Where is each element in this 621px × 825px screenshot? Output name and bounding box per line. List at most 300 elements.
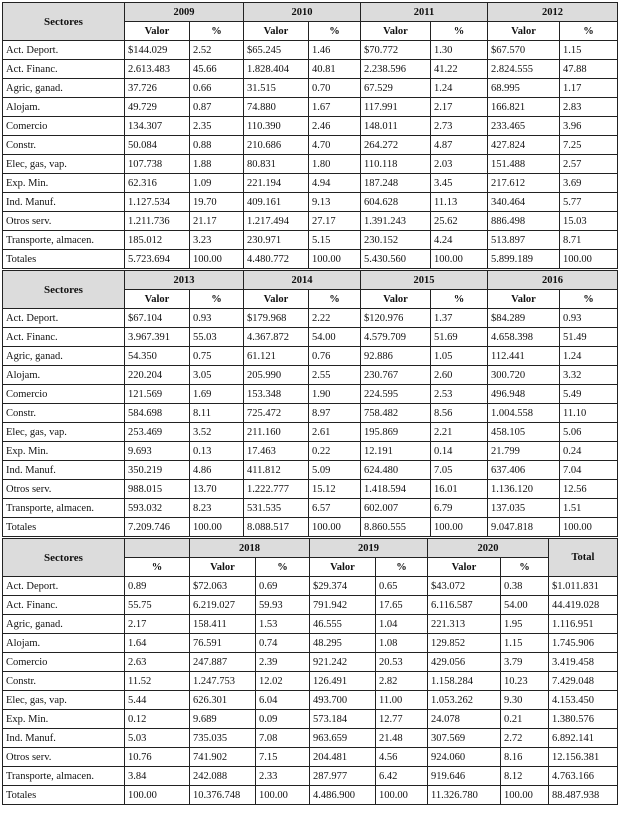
- value-cell: 9.047.818: [488, 518, 560, 537]
- value-cell: 4.480.772: [244, 250, 309, 269]
- value-cell: 1.37: [431, 309, 488, 328]
- value-cell: 12.56: [560, 480, 618, 499]
- value-cell: 458.105: [488, 423, 560, 442]
- value-cell: 21.799: [488, 442, 560, 461]
- value-cell: 10.23: [501, 672, 549, 691]
- value-cell: 7.04: [560, 461, 618, 480]
- value-cell: 230.767: [361, 366, 431, 385]
- value-cell: 2.238.596: [361, 60, 431, 79]
- table-row: [3, 499, 618, 518]
- value-cell: 11.10: [560, 404, 618, 423]
- value-cell: 637.406: [488, 461, 560, 480]
- value-cell: 1.24: [431, 79, 488, 98]
- value-cell: 725.472: [244, 404, 309, 423]
- sector-cell: Act. Financ.: [3, 328, 125, 347]
- value-cell: 350.219: [125, 461, 190, 480]
- value-cell: $65.245: [244, 41, 309, 60]
- sector-cell: Exp. Min.: [3, 442, 125, 461]
- value-cell: 624.480: [361, 461, 431, 480]
- value-cell: 2.53: [431, 385, 488, 404]
- sector-cell: Constr.: [3, 136, 125, 155]
- value-cell: 54.350: [125, 347, 190, 366]
- sector-cell: Ind. Manuf.: [3, 193, 125, 212]
- value-cell: 0.66: [190, 79, 244, 98]
- value-cell: 1.05: [431, 347, 488, 366]
- percent-header: %: [431, 290, 488, 309]
- value-cell: 195.869: [361, 423, 431, 442]
- value-cell: 59.93: [256, 596, 310, 615]
- value-cell: 8.12: [501, 767, 549, 786]
- table-row: [3, 615, 618, 634]
- value-cell: 921.242: [310, 653, 376, 672]
- value-cell: 0.38: [501, 577, 549, 596]
- table-row: [3, 710, 618, 729]
- sector-cell: Otros serv.: [3, 748, 125, 767]
- value-cell: 7.25: [560, 136, 618, 155]
- value-cell: 9.30: [501, 691, 549, 710]
- value-cell: 886.498: [488, 212, 560, 231]
- value-cell: 224.595: [361, 385, 431, 404]
- value-cell: 3.69: [560, 174, 618, 193]
- value-cell: 205.990: [244, 366, 309, 385]
- value-cell: 0.76: [309, 347, 361, 366]
- value-cell: 4.486.900: [310, 786, 376, 805]
- table-body: [3, 309, 618, 537]
- value-cell: 12.02: [256, 672, 310, 691]
- sector-cell: Agric, ganad.: [3, 615, 125, 634]
- sector-cell: Alojam.: [3, 634, 125, 653]
- value-cell: 15.12: [309, 480, 361, 499]
- value-cell: 8.11: [190, 404, 244, 423]
- table-row: [3, 309, 618, 328]
- value-cell: 513.897: [488, 231, 560, 250]
- percent-header: %: [256, 558, 310, 577]
- value-cell: 0.75: [190, 347, 244, 366]
- value-cell: 1.418.594: [361, 480, 431, 499]
- value-cell: 55.03: [190, 328, 244, 347]
- value-cell: 100.00: [560, 250, 618, 269]
- value-cell: 10.376.748: [190, 786, 256, 805]
- table-row: [3, 577, 618, 596]
- value-cell: 6.79: [431, 499, 488, 518]
- value-cell: 148.011: [361, 117, 431, 136]
- value-cell: 924.060: [428, 748, 501, 767]
- value-cell: 0.13: [190, 442, 244, 461]
- value-cell: 0.93: [190, 309, 244, 328]
- value-cell: 3.23: [190, 231, 244, 250]
- value-cell: 126.491: [310, 672, 376, 691]
- value-cell: 1.67: [309, 98, 361, 117]
- value-cell: 117.991: [361, 98, 431, 117]
- value-cell: 584.698: [125, 404, 190, 423]
- value-cell: 5.430.560: [361, 250, 431, 269]
- percent-header: %: [560, 290, 618, 309]
- value-cell: 217.612: [488, 174, 560, 193]
- value-cell: 2.82: [376, 672, 428, 691]
- value-cell: 210.686: [244, 136, 309, 155]
- table-row: [3, 250, 618, 269]
- value-cell: 24.078: [428, 710, 501, 729]
- valor-header: Valor: [125, 22, 190, 41]
- value-cell: 110.118: [361, 155, 431, 174]
- value-cell: 1.17: [560, 79, 618, 98]
- value-cell: 2.63: [125, 653, 190, 672]
- value-cell: 9.13: [309, 193, 361, 212]
- table-body: [3, 41, 618, 269]
- sectors-header: Sectores: [3, 539, 125, 577]
- value-cell: 1.64: [125, 634, 190, 653]
- value-cell: 1.08: [376, 634, 428, 653]
- value-cell: 185.012: [125, 231, 190, 250]
- value-cell: 100.00: [431, 250, 488, 269]
- value-cell: 4.70: [309, 136, 361, 155]
- valor-header: Valor: [310, 558, 376, 577]
- value-cell: 2.46: [309, 117, 361, 136]
- value-cell: 0.74: [256, 634, 310, 653]
- value-cell: 5.723.694: [125, 250, 190, 269]
- value-cell: 2.55: [309, 366, 361, 385]
- sector-cell: Otros serv.: [3, 480, 125, 499]
- table-row: [3, 672, 618, 691]
- value-cell: 573.184: [310, 710, 376, 729]
- value-cell: 1.88: [190, 155, 244, 174]
- blank-header: [125, 539, 190, 558]
- valor-header: Valor: [488, 22, 560, 41]
- sector-cell: Ind. Manuf.: [3, 461, 125, 480]
- value-cell: 253.469: [125, 423, 190, 442]
- sector-cell: Act. Deport.: [3, 309, 125, 328]
- value-cell: 411.812: [244, 461, 309, 480]
- value-cell: 1.24: [560, 347, 618, 366]
- value-cell: 137.035: [488, 499, 560, 518]
- table-row: [3, 729, 618, 748]
- value-cell: 2.22: [309, 309, 361, 328]
- value-cell: 50.084: [125, 136, 190, 155]
- value-cell: 988.015: [125, 480, 190, 499]
- value-cell: 11.52: [125, 672, 190, 691]
- value-cell: 1.222.777: [244, 480, 309, 499]
- value-cell: 1.46: [309, 41, 361, 60]
- value-cell: 92.886: [361, 347, 431, 366]
- value-cell: 76.591: [190, 634, 256, 653]
- value-cell: 2.83: [560, 98, 618, 117]
- value-cell: 3.32: [560, 366, 618, 385]
- value-cell: 429.056: [428, 653, 501, 672]
- value-cell: 2.39: [256, 653, 310, 672]
- value-cell: 2.17: [431, 98, 488, 117]
- table-row: [3, 366, 618, 385]
- value-cell: $72.063: [190, 577, 256, 596]
- value-cell: 1.51: [560, 499, 618, 518]
- table-row: [3, 404, 618, 423]
- sector-cell: Act. Deport.: [3, 41, 125, 60]
- value-cell: 919.646: [428, 767, 501, 786]
- value-cell: 1.217.494: [244, 212, 309, 231]
- value-cell: 264.272: [361, 136, 431, 155]
- value-cell: 2.21: [431, 423, 488, 442]
- value-cell: 1.211.736: [125, 212, 190, 231]
- sectors-header: Sectores: [3, 271, 125, 309]
- value-cell: $67.104: [125, 309, 190, 328]
- sector-cell: Comercio: [3, 653, 125, 672]
- value-cell: 134.307: [125, 117, 190, 136]
- value-cell: 2.60: [431, 366, 488, 385]
- value-cell: 8.97: [309, 404, 361, 423]
- percent-header: %: [376, 558, 428, 577]
- value-cell: $179.968: [244, 309, 309, 328]
- percent-header: %: [125, 558, 190, 577]
- percent-header: %: [309, 22, 361, 41]
- value-cell: 1.745.906: [549, 634, 618, 653]
- value-cell: 5.15: [309, 231, 361, 250]
- value-cell: 153.348: [244, 385, 309, 404]
- value-cell: 100.00: [125, 786, 190, 805]
- table-row: [3, 328, 618, 347]
- value-cell: 40.81: [309, 60, 361, 79]
- value-cell: 0.88: [190, 136, 244, 155]
- value-cell: 0.65: [376, 577, 428, 596]
- value-cell: 247.887: [190, 653, 256, 672]
- value-cell: 1.09: [190, 174, 244, 193]
- value-cell: 41.22: [431, 60, 488, 79]
- value-cell: 221.313: [428, 615, 501, 634]
- value-cell: 1.053.262: [428, 691, 501, 710]
- sector-cell: Constr.: [3, 672, 125, 691]
- value-cell: $1.011.831: [549, 577, 618, 596]
- value-cell: 2.17: [125, 615, 190, 634]
- value-cell: 531.535: [244, 499, 309, 518]
- value-cell: 46.555: [310, 615, 376, 634]
- value-cell: 8.71: [560, 231, 618, 250]
- value-cell: 0.09: [256, 710, 310, 729]
- value-cell: 45.66: [190, 60, 244, 79]
- value-cell: $70.772: [361, 41, 431, 60]
- value-cell: 7.05: [431, 461, 488, 480]
- value-cell: 5.44: [125, 691, 190, 710]
- value-cell: 166.821: [488, 98, 560, 117]
- value-cell: 5.899.189: [488, 250, 560, 269]
- valor-header: Valor: [244, 290, 309, 309]
- value-cell: 110.390: [244, 117, 309, 136]
- sector-cell: Transporte, almacen.: [3, 231, 125, 250]
- value-cell: 0.93: [560, 309, 618, 328]
- value-cell: 13.70: [190, 480, 244, 499]
- value-cell: 55.75: [125, 596, 190, 615]
- year-header: 2013: [125, 271, 244, 290]
- value-cell: $144.029: [125, 41, 190, 60]
- table-row: [3, 518, 618, 537]
- table-row: [3, 385, 618, 404]
- value-cell: 88.487.938: [549, 786, 618, 805]
- value-cell: 12.191: [361, 442, 431, 461]
- value-cell: 1.15: [560, 41, 618, 60]
- value-cell: 1.116.951: [549, 615, 618, 634]
- percent-header: %: [190, 22, 244, 41]
- table-row: [3, 79, 618, 98]
- value-cell: 1.30: [431, 41, 488, 60]
- value-cell: 25.62: [431, 212, 488, 231]
- value-cell: 8.16: [501, 748, 549, 767]
- percent-header: %: [309, 290, 361, 309]
- valor-header: Valor: [244, 22, 309, 41]
- value-cell: 3.45: [431, 174, 488, 193]
- value-cell: 735.035: [190, 729, 256, 748]
- value-cell: 16.01: [431, 480, 488, 499]
- value-cell: 221.194: [244, 174, 309, 193]
- value-cell: 51.69: [431, 328, 488, 347]
- value-cell: 1.391.243: [361, 212, 431, 231]
- table-row: [3, 596, 618, 615]
- value-cell: 409.161: [244, 193, 309, 212]
- value-cell: 2.73: [431, 117, 488, 136]
- value-cell: 11.326.780: [428, 786, 501, 805]
- sector-cell: Comercio: [3, 385, 125, 404]
- table-row: [3, 231, 618, 250]
- sector-cell: Elec, gas, vap.: [3, 691, 125, 710]
- table-row: [3, 653, 618, 672]
- value-cell: 2.57: [560, 155, 618, 174]
- value-cell: 3.52: [190, 423, 244, 442]
- value-cell: 20.53: [376, 653, 428, 672]
- value-cell: 5.06: [560, 423, 618, 442]
- value-cell: 158.411: [190, 615, 256, 634]
- valor-header: Valor: [361, 22, 431, 41]
- value-cell: $84.289: [488, 309, 560, 328]
- value-cell: 6.116.587: [428, 596, 501, 615]
- value-cell: 2.33: [256, 767, 310, 786]
- value-cell: 427.824: [488, 136, 560, 155]
- table-row: [3, 634, 618, 653]
- value-cell: 100.00: [256, 786, 310, 805]
- value-cell: $29.374: [310, 577, 376, 596]
- valor-header: Valor: [488, 290, 560, 309]
- sector-cell: Comercio: [3, 117, 125, 136]
- percent-header: %: [560, 22, 618, 41]
- value-cell: 2.61: [309, 423, 361, 442]
- value-cell: 48.295: [310, 634, 376, 653]
- value-cell: 1.004.558: [488, 404, 560, 423]
- sector-cell: Agric, ganad.: [3, 347, 125, 366]
- value-cell: 5.49: [560, 385, 618, 404]
- value-cell: 0.87: [190, 98, 244, 117]
- value-cell: 47.88: [560, 60, 618, 79]
- table-row: [3, 442, 618, 461]
- value-cell: 4.87: [431, 136, 488, 155]
- value-cell: 100.00: [309, 250, 361, 269]
- valor-header: Valor: [125, 290, 190, 309]
- value-cell: 0.14: [431, 442, 488, 461]
- value-cell: 242.088: [190, 767, 256, 786]
- table-row: [3, 480, 618, 499]
- value-cell: 8.860.555: [361, 518, 431, 537]
- sector-cell: Otros serv.: [3, 212, 125, 231]
- table-2009-2012: [2, 2, 618, 269]
- value-cell: 54.00: [309, 328, 361, 347]
- table-row: [3, 193, 618, 212]
- sectors-header: Sectores: [3, 3, 125, 41]
- sector-cell: Exp. Min.: [3, 174, 125, 193]
- value-cell: 0.89: [125, 577, 190, 596]
- year-header: 2012: [488, 3, 618, 22]
- value-cell: 12.156.381: [549, 748, 618, 767]
- value-cell: 100.00: [376, 786, 428, 805]
- value-cell: 11.13: [431, 193, 488, 212]
- value-cell: 4.86: [190, 461, 244, 480]
- value-cell: 4.658.398: [488, 328, 560, 347]
- value-cell: 1.380.576: [549, 710, 618, 729]
- value-cell: 758.482: [361, 404, 431, 423]
- value-cell: 4.763.166: [549, 767, 618, 786]
- value-cell: 7.429.048: [549, 672, 618, 691]
- sector-cell: Ind. Manuf.: [3, 729, 125, 748]
- value-cell: 4.24: [431, 231, 488, 250]
- percent-header: %: [190, 290, 244, 309]
- table-row: [3, 98, 618, 117]
- value-cell: 6.04: [256, 691, 310, 710]
- value-cell: 100.00: [309, 518, 361, 537]
- value-cell: 74.880: [244, 98, 309, 117]
- value-cell: 6.57: [309, 499, 361, 518]
- value-cell: 37.726: [125, 79, 190, 98]
- table-2018-2020: [2, 538, 618, 805]
- value-cell: 21.48: [376, 729, 428, 748]
- document-page: [2, 2, 617, 806]
- value-cell: 2.35: [190, 117, 244, 136]
- value-cell: 204.481: [310, 748, 376, 767]
- table-row: [3, 767, 618, 786]
- value-cell: 963.659: [310, 729, 376, 748]
- value-cell: 1.15: [501, 634, 549, 653]
- value-cell: 1.80: [309, 155, 361, 174]
- table-body: [3, 577, 618, 805]
- value-cell: 220.204: [125, 366, 190, 385]
- value-cell: 100.00: [190, 518, 244, 537]
- value-cell: 49.729: [125, 98, 190, 117]
- value-cell: 19.70: [190, 193, 244, 212]
- value-cell: 1.69: [190, 385, 244, 404]
- value-cell: 307.569: [428, 729, 501, 748]
- value-cell: 67.529: [361, 79, 431, 98]
- year-header: 2014: [244, 271, 361, 290]
- value-cell: 791.942: [310, 596, 376, 615]
- value-cell: 9.693: [125, 442, 190, 461]
- sector-cell: Totales: [3, 250, 125, 269]
- value-cell: 233.465: [488, 117, 560, 136]
- value-cell: 8.23: [190, 499, 244, 518]
- table-row: [3, 347, 618, 366]
- value-cell: 0.70: [309, 79, 361, 98]
- year-header: 2016: [488, 271, 618, 290]
- year-header: 2009: [125, 3, 244, 22]
- value-cell: 12.77: [376, 710, 428, 729]
- value-cell: $67.570: [488, 41, 560, 60]
- value-cell: 61.121: [244, 347, 309, 366]
- value-cell: 100.00: [501, 786, 549, 805]
- value-cell: 3.96: [560, 117, 618, 136]
- sector-cell: Alojam.: [3, 366, 125, 385]
- value-cell: 626.301: [190, 691, 256, 710]
- percent-header: %: [501, 558, 549, 577]
- sector-cell: Totales: [3, 518, 125, 537]
- value-cell: 2.52: [190, 41, 244, 60]
- table-row: [3, 136, 618, 155]
- value-cell: 112.441: [488, 347, 560, 366]
- value-cell: 51.49: [560, 328, 618, 347]
- value-cell: 6.219.027: [190, 596, 256, 615]
- valor-header: Valor: [361, 290, 431, 309]
- value-cell: 129.852: [428, 634, 501, 653]
- value-cell: 287.977: [310, 767, 376, 786]
